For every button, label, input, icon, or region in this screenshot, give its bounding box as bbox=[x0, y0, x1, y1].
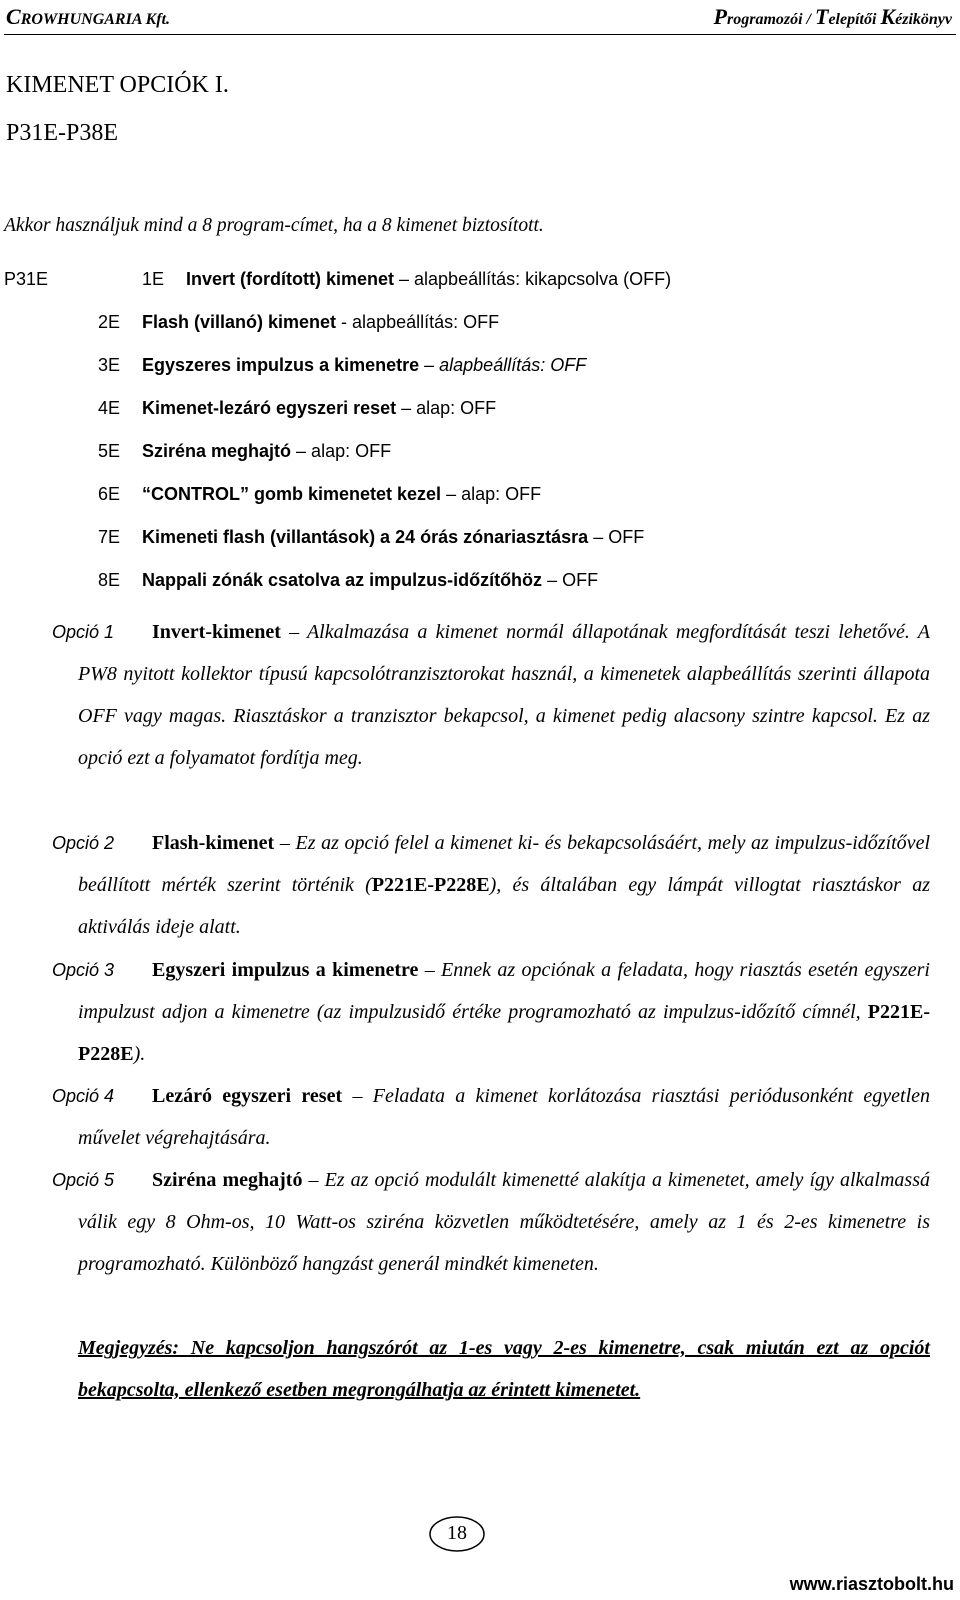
header-title-initial-2: T bbox=[815, 4, 829, 29]
option-3-title: Egyszeri impulzus a kimenetre bbox=[152, 959, 419, 981]
option-default: – alap: OFF bbox=[396, 398, 497, 418]
option-4-label: Opció 4 bbox=[52, 1086, 115, 1106]
header-title-part-3: ézikönyv bbox=[895, 11, 952, 28]
header-company bbox=[6, 4, 170, 30]
option-name: “CONTROL” gomb kimenetet kezel bbox=[142, 484, 442, 504]
option-2-reference: P221E-P228E bbox=[371, 874, 490, 896]
page-title: KIMENET OPCIÓK I. bbox=[6, 72, 229, 98]
header-divider bbox=[4, 34, 956, 35]
header-title-initial-1: P bbox=[713, 4, 727, 29]
option-3-reference: P221E-P228E bbox=[78, 1001, 930, 1065]
option-code: 3E bbox=[98, 355, 121, 375]
option-2-label: Opció 2 bbox=[52, 833, 115, 853]
option-1-title: Invert-kimenet bbox=[152, 621, 281, 643]
header-title-part-2: elepítői bbox=[828, 11, 881, 28]
option-5-text: – Ez az opció modulált kimenetté alakítja a kimenetet, amely így alkalmassá válik egy 8 Ohm-os, 10 Watt-os sziréna közvetlen működtetésére, amely az 1 és 2-es kimenetre is programozható. Különböző hangzást generál mindkét kimeneten. bbox=[78, 1169, 930, 1275]
option-1-description bbox=[78, 611, 930, 779]
option-name: Kimeneti flash (villantások) a 24 órás zónariasztásra bbox=[142, 527, 589, 547]
option-default: – alap: OFF bbox=[291, 441, 392, 461]
option-name: Sziréna meghajtó bbox=[142, 441, 292, 461]
header-title-initial-3: K bbox=[880, 4, 896, 29]
option-row-6e bbox=[98, 484, 541, 505]
option-default: – alapbeállítás: kikapcsolva (OFF) bbox=[394, 269, 672, 289]
option-5-description bbox=[78, 1159, 930, 1285]
header-company-initial: C bbox=[6, 4, 21, 29]
header-title-part-1: rogramozói / bbox=[726, 11, 815, 28]
option-5-title: Sziréna meghajtó bbox=[152, 1169, 303, 1191]
option-row-5e bbox=[98, 441, 391, 462]
option-code: 8E bbox=[98, 570, 121, 590]
option-1-label: Opció 1 bbox=[52, 622, 115, 642]
option-3-text-end: ). bbox=[133, 1043, 146, 1065]
option-row-4e bbox=[98, 398, 496, 419]
option-code: 4E bbox=[98, 398, 121, 418]
option-2-title: Flash-kimenet bbox=[152, 832, 275, 854]
option-4-description bbox=[78, 1075, 930, 1159]
option-2-text: – Ez az opció felel a kimenet ki- és bekapcsolásáért, mely az impulzus-időzítővel beállított mérték szerint történik ( bbox=[78, 832, 930, 896]
option-default: – OFF bbox=[588, 527, 645, 547]
option-default: – OFF bbox=[542, 570, 599, 590]
page-number: 18 bbox=[447, 1522, 467, 1544]
option-name: Invert (fordított) kimenet bbox=[186, 269, 395, 289]
option-code: 6E bbox=[98, 484, 121, 504]
option-code: 2E bbox=[98, 312, 121, 332]
option-row-3e bbox=[98, 355, 586, 376]
option-default: – alap: OFF bbox=[441, 484, 542, 504]
option-code: 5E bbox=[98, 441, 121, 461]
option-code: 7E bbox=[98, 527, 121, 547]
option-row-2e bbox=[98, 312, 499, 333]
option-name: Kimenet-lezáró egyszeri reset bbox=[142, 398, 397, 418]
option-default: – alapbeállítás: OFF bbox=[419, 355, 587, 375]
warning-note: Megjegyzés: Ne kapcsoljon hangszórót az 1-es vagy 2-es kimenetre, csak miután ezt az opciót bekapcsolta, ellenkező esetben megrongálhatja az érintett kimenetet. bbox=[78, 1337, 930, 1401]
option-3-description bbox=[78, 949, 930, 1075]
option-2-description bbox=[78, 822, 930, 948]
option-1-text: – Alkalmazása a kimenet normál állapotának megfordítását teszi lehetővé. A PW8 nyitott kollektor típusú kapcsolótranzisztorokat használ, a kimenetek alapbeállítás szerinti állapota OFF vagy magas. Riasztáskor a tranzisztor bekapcsol, a kimenet pedig alacsony szintre kapcsol. Ez az opció ezt a folyamatot fordítja meg. bbox=[78, 621, 930, 769]
option-row-7e bbox=[98, 527, 644, 548]
option-code: 1E bbox=[142, 269, 165, 289]
option-name: Nappali zónák csatolva az impulzus-időzítőhöz bbox=[142, 570, 543, 590]
header-company-rest: ROWHUNGARIA Kft. bbox=[20, 11, 171, 28]
option-4-text: – Feladata a kimenet korlátozása riasztási periódusonként egyetlen művelet végrehajtására. bbox=[78, 1085, 931, 1149]
option-name: Egyszeres impulzus a kimenetre bbox=[142, 355, 420, 375]
page-number-badge bbox=[428, 1514, 486, 1554]
option-2-text-end: ), és általában egy lámpát villogtat riasztáskor az aktiválás ideje alatt. bbox=[78, 874, 930, 938]
section-label: P31E bbox=[4, 269, 49, 289]
option-default: - alapbeállítás: OFF bbox=[336, 312, 500, 332]
option-row-1e bbox=[142, 269, 671, 290]
header-manual-title bbox=[714, 4, 952, 30]
option-3-text: – Ennek az opciónak a feladata, hogy riasztás esetén egyszeri impulzust adjon a kimenetre (az impulzusidő értéke programozható az impulzus-időzítő címnél, bbox=[78, 959, 930, 1023]
footer-website: www.riasztobolt.hu bbox=[789, 1574, 954, 1594]
option-3-label: Opció 3 bbox=[52, 960, 115, 980]
page-subtitle: P31E-P38E bbox=[6, 120, 119, 146]
option-4-title: Lezáró egyszeri reset bbox=[152, 1085, 343, 1107]
option-name: Flash (villanó) kimenet bbox=[142, 312, 337, 332]
intro-text: Akkor használjuk mind a 8 program-címet, ha a 8 kimenet biztosított. bbox=[4, 215, 544, 236]
option-5-label: Opció 5 bbox=[52, 1170, 115, 1190]
option-row-8e bbox=[98, 570, 598, 591]
